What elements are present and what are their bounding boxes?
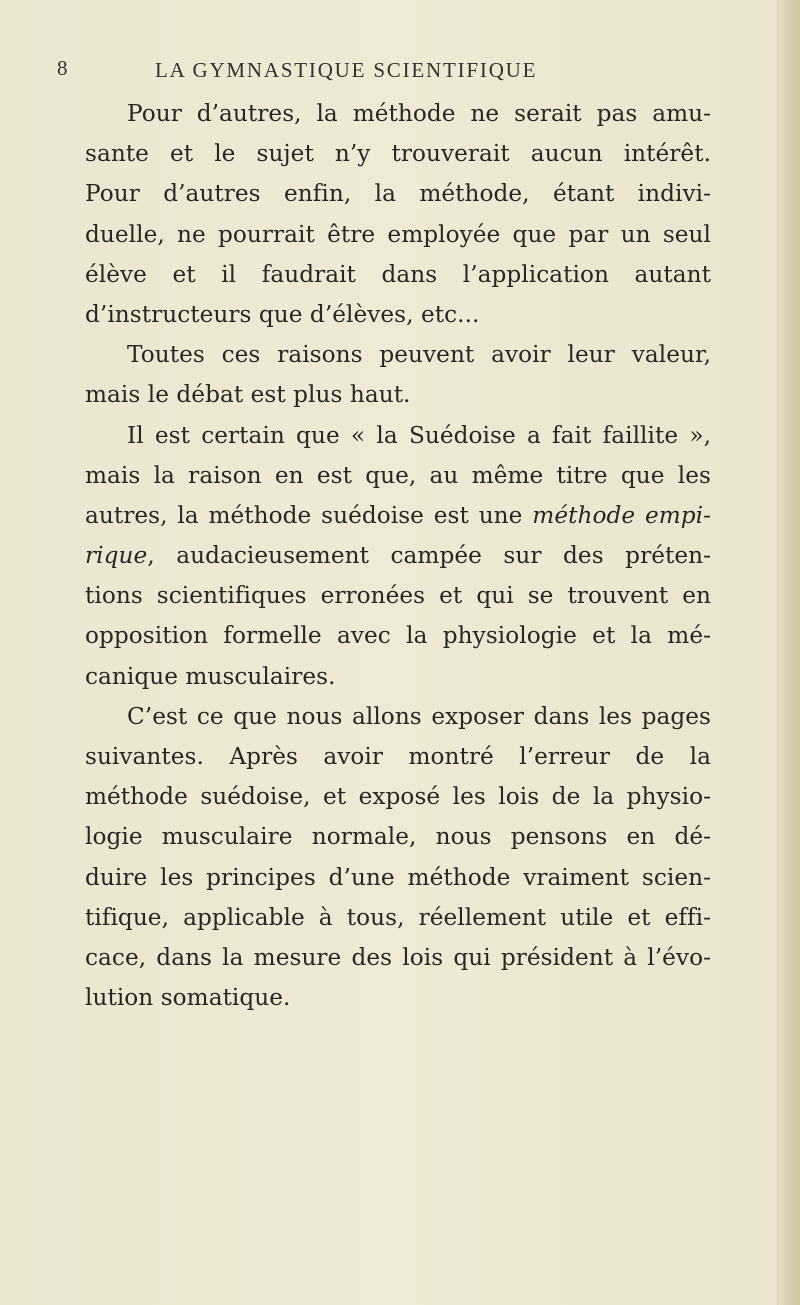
text-line: d’instructeurs que d’élèves, etc... (85, 300, 480, 328)
text-line (85, 496, 711, 536)
text-line: logie musculaire normale, nous pensons en dé- (85, 823, 711, 851)
text-line: méthode suédoise, et exposé les lois de la physio- (85, 783, 711, 811)
text-line: Il est certain que « la Suédoise a fait faillite », (127, 421, 711, 449)
text-line: mais la raison en est que, au même titre que les (85, 461, 711, 489)
text-line: sante et le sujet n’y trouverait aucun intérêt. (85, 140, 711, 168)
text-fragment: , audacieusement campée sur des préten- (147, 542, 711, 570)
text-line: opposition formelle avec la physiologie et la mé- (85, 622, 711, 650)
text-line: tifique, applicable à tous, réellement utile et effi- (85, 903, 711, 931)
page-edge (777, 0, 800, 1305)
text-line: mais le débat est plus haut. (85, 381, 411, 409)
text-line: Pour d’autres, la méthode ne serait pas amu- (127, 100, 711, 127)
running-title: LA GYMNASTIQUE SCIENTIFIQUE (155, 58, 538, 82)
text-line: élève et il faudrait dans l’application autant (85, 260, 711, 288)
text-line (85, 536, 711, 576)
text-line: canique musculaires. (85, 662, 336, 690)
text-line: tions scientifiques erronées et qui se trouvent en (85, 582, 711, 610)
page-number: 8 (57, 56, 68, 80)
text-line: duelle, ne pourrait être employée que par un seul (85, 220, 711, 248)
text-line: C’est ce que nous allons exposer dans les pages (127, 702, 711, 730)
running-header (0, 58, 800, 88)
italic-text: rique (85, 542, 148, 570)
text-line: Toutes ces raisons peuvent avoir leur valeur, (127, 341, 711, 369)
body-text (85, 94, 711, 1018)
text-line: duire les principes d’une méthode vraiment scien- (85, 863, 711, 891)
text-fragment: autres, la méthode suédoise est une (85, 501, 533, 529)
text-line: Pour d’autres enfin, la méthode, étant indivi- (85, 180, 711, 208)
italic-text: méthode empi- (532, 501, 711, 529)
text-line: suivantes. Après avoir montré l’erreur de la (85, 743, 711, 770)
text-line: lution somatique. (85, 984, 291, 1012)
text-line: cace, dans la mesure des lois qui président à l’évo- (85, 943, 711, 971)
